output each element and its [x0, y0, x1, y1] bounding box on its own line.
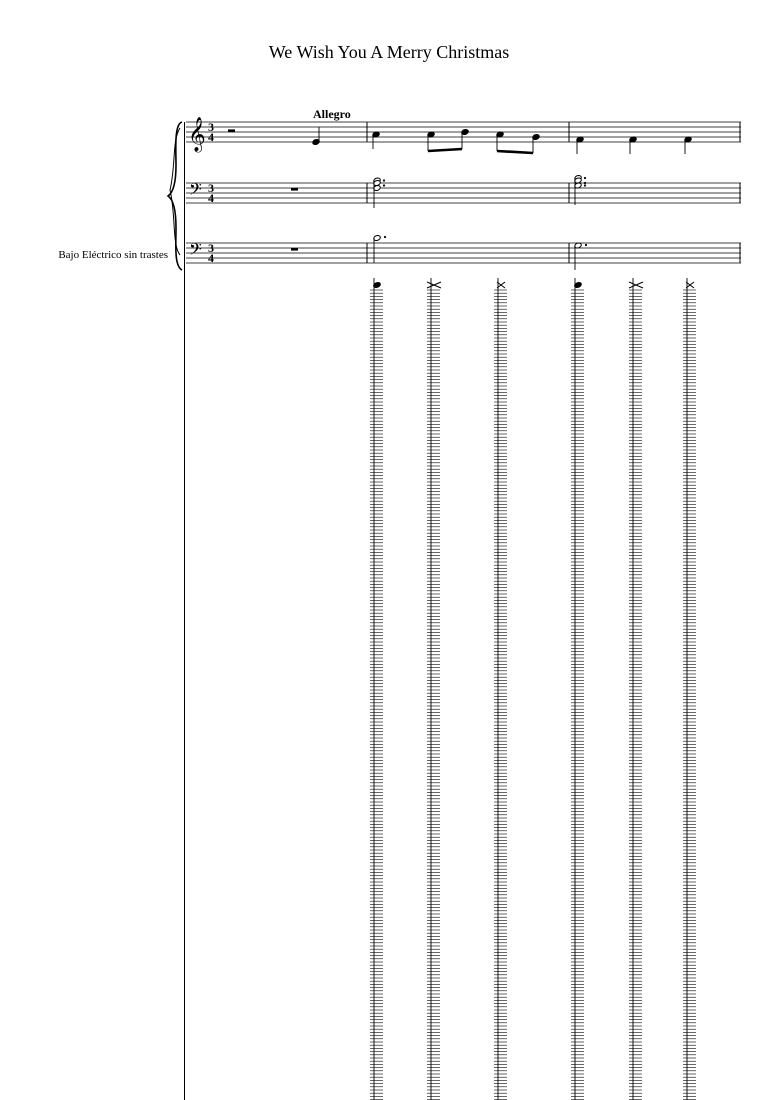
whole-rest: [291, 248, 298, 251]
augmentation-dot: [383, 179, 385, 181]
time-signature-numerator: 3: [208, 241, 214, 255]
bass-clef-icon: 𝄢: [189, 179, 202, 203]
time-signature-denominator: 4: [208, 130, 214, 144]
augmentation-dot: [383, 184, 385, 186]
treble-clef-icon: 𝄞: [188, 117, 206, 152]
augmentation-dot: [584, 184, 586, 186]
time-signature-denominator: 4: [208, 191, 214, 205]
clefs: [188, 117, 214, 265]
beam: [497, 151, 533, 153]
augmentation-dot: [585, 244, 587, 246]
instrument-name: Bajo Eléctrico sin trastes: [58, 249, 168, 261]
time-signature-numerator: 3: [208, 181, 214, 195]
notes: [228, 127, 692, 270]
staves: [186, 122, 741, 263]
half-rest: [228, 129, 235, 132]
whole-rest: [291, 188, 298, 191]
barlines: [367, 122, 740, 263]
beam: [428, 149, 462, 151]
time-signature-denominator: 4: [208, 251, 214, 265]
time-signature-numerator: 3: [208, 120, 214, 134]
bass-clef-icon: 𝄢: [189, 239, 202, 263]
tempo-marking: Allegro: [313, 107, 351, 121]
tab-columns: [370, 278, 696, 1100]
score-title: We Wish You A Merry Christmas: [268, 42, 510, 62]
augmentation-dot: [384, 236, 386, 238]
augmentation-dot: [584, 182, 586, 184]
augmentation-dot: [584, 177, 586, 179]
